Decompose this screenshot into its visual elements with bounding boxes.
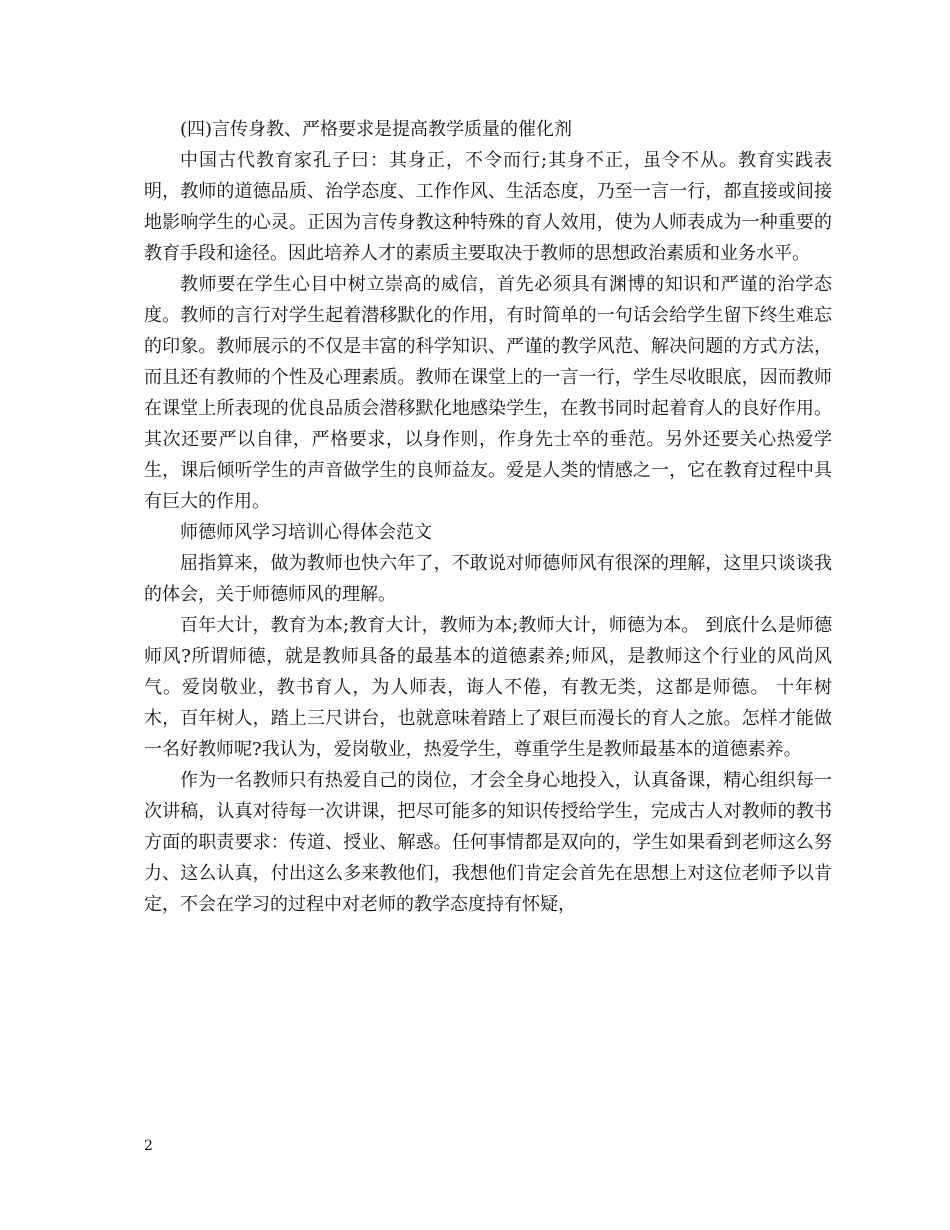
paragraph-teacher-prestige: 教师要在学生心目中树立崇高的威信，首先必须具有渊博的知识和严谨的治学态度。教师的言行对学生起着潜移默化的作用，有时简单的一句话会给学生留下终生难忘的印象。教师展示的不仅是丰富的科学知识、严谨的教学风范、解决问题的方式方法，而且还有教师的个性及心理素质。教师在课堂上的一言一行，学生尽收眼底，因而教师在课堂上所表现的优良品质会潜移默化地感染学生，在教书同时起着育人的良好作用。其次还要严以自律，严格要求，以身作则，作身先士卒的垂范。另外还要关心热爱学生，课后倾听学生的声音做学生的良师益友。爱是人类的情感之一，它在教育过程中具有巨大的作用。 (144, 274, 832, 512)
paragraph-love-job: 作为一名教师只有热爱自己的岗位，才会全身心地投入，认真备课，精心组织每一次讲稿，认真对待每一次讲课，把尽可能多的知识传授给学生，完成古人对教师的教书方面的职责要求：传道、授业、解惑。任何事情都是双向的，学生如果看到老师这么努力、这么认真，付出这么多来教他们，我想他们肯定会首先在思想上对这位老师予以肯定，不会在学习的过程中对老师的教学态度持有怀疑， (144, 770, 832, 915)
section-heading: (四)言传身教、严格要求是提高教学质量的催化剂 (180, 119, 573, 140)
paragraph-six-years: 屈指算来，做为教师也快六年了，不敢说对师德师风有很深的理解，这里只谈谈我的体会，关于师德师风的理解。 (144, 553, 832, 605)
paragraph-confucius: 中国古代教育家孔子曰：其身正，不令而行;其身不正，虽令不从。教育实践表明，教师的道德品质、治学态度、工作作风、生活态度，乃至一言一行，都直接或间接地影响学生的心灵。正因为言传身教这种特殊的育人效用，使为人师表成为一种重要的教育手段和途径。因此培养人才的素质主要取决于教师的思想政治素质和业务水平。 (144, 150, 832, 264)
paragraph-teacher-ethics: 百年大计，教育为本;教育大计，教师为本;教师大计，师德为本。 到底什么是师德师风?所谓师德，就是教师具备的最基本的道德素养;师风，是教师这个行业的风尚风气。爱岗敬业，教书育人，为人师表，诲人不倦，有教无类，这都是师德。 十年树木，百年树人，踏上三尺讲台，也就意味着踏上了艰巨而漫长的育人之旅。怎样才能做一名好教师呢?我认为，爱岗敬业，热爱学生，尊重学生是教师最基本的道德素养。 (144, 615, 832, 760)
body-text (144, 114, 832, 920)
page-number: 2 (144, 1138, 153, 1154)
article-title: 师德师风学习培训心得体会范文 (180, 522, 432, 543)
